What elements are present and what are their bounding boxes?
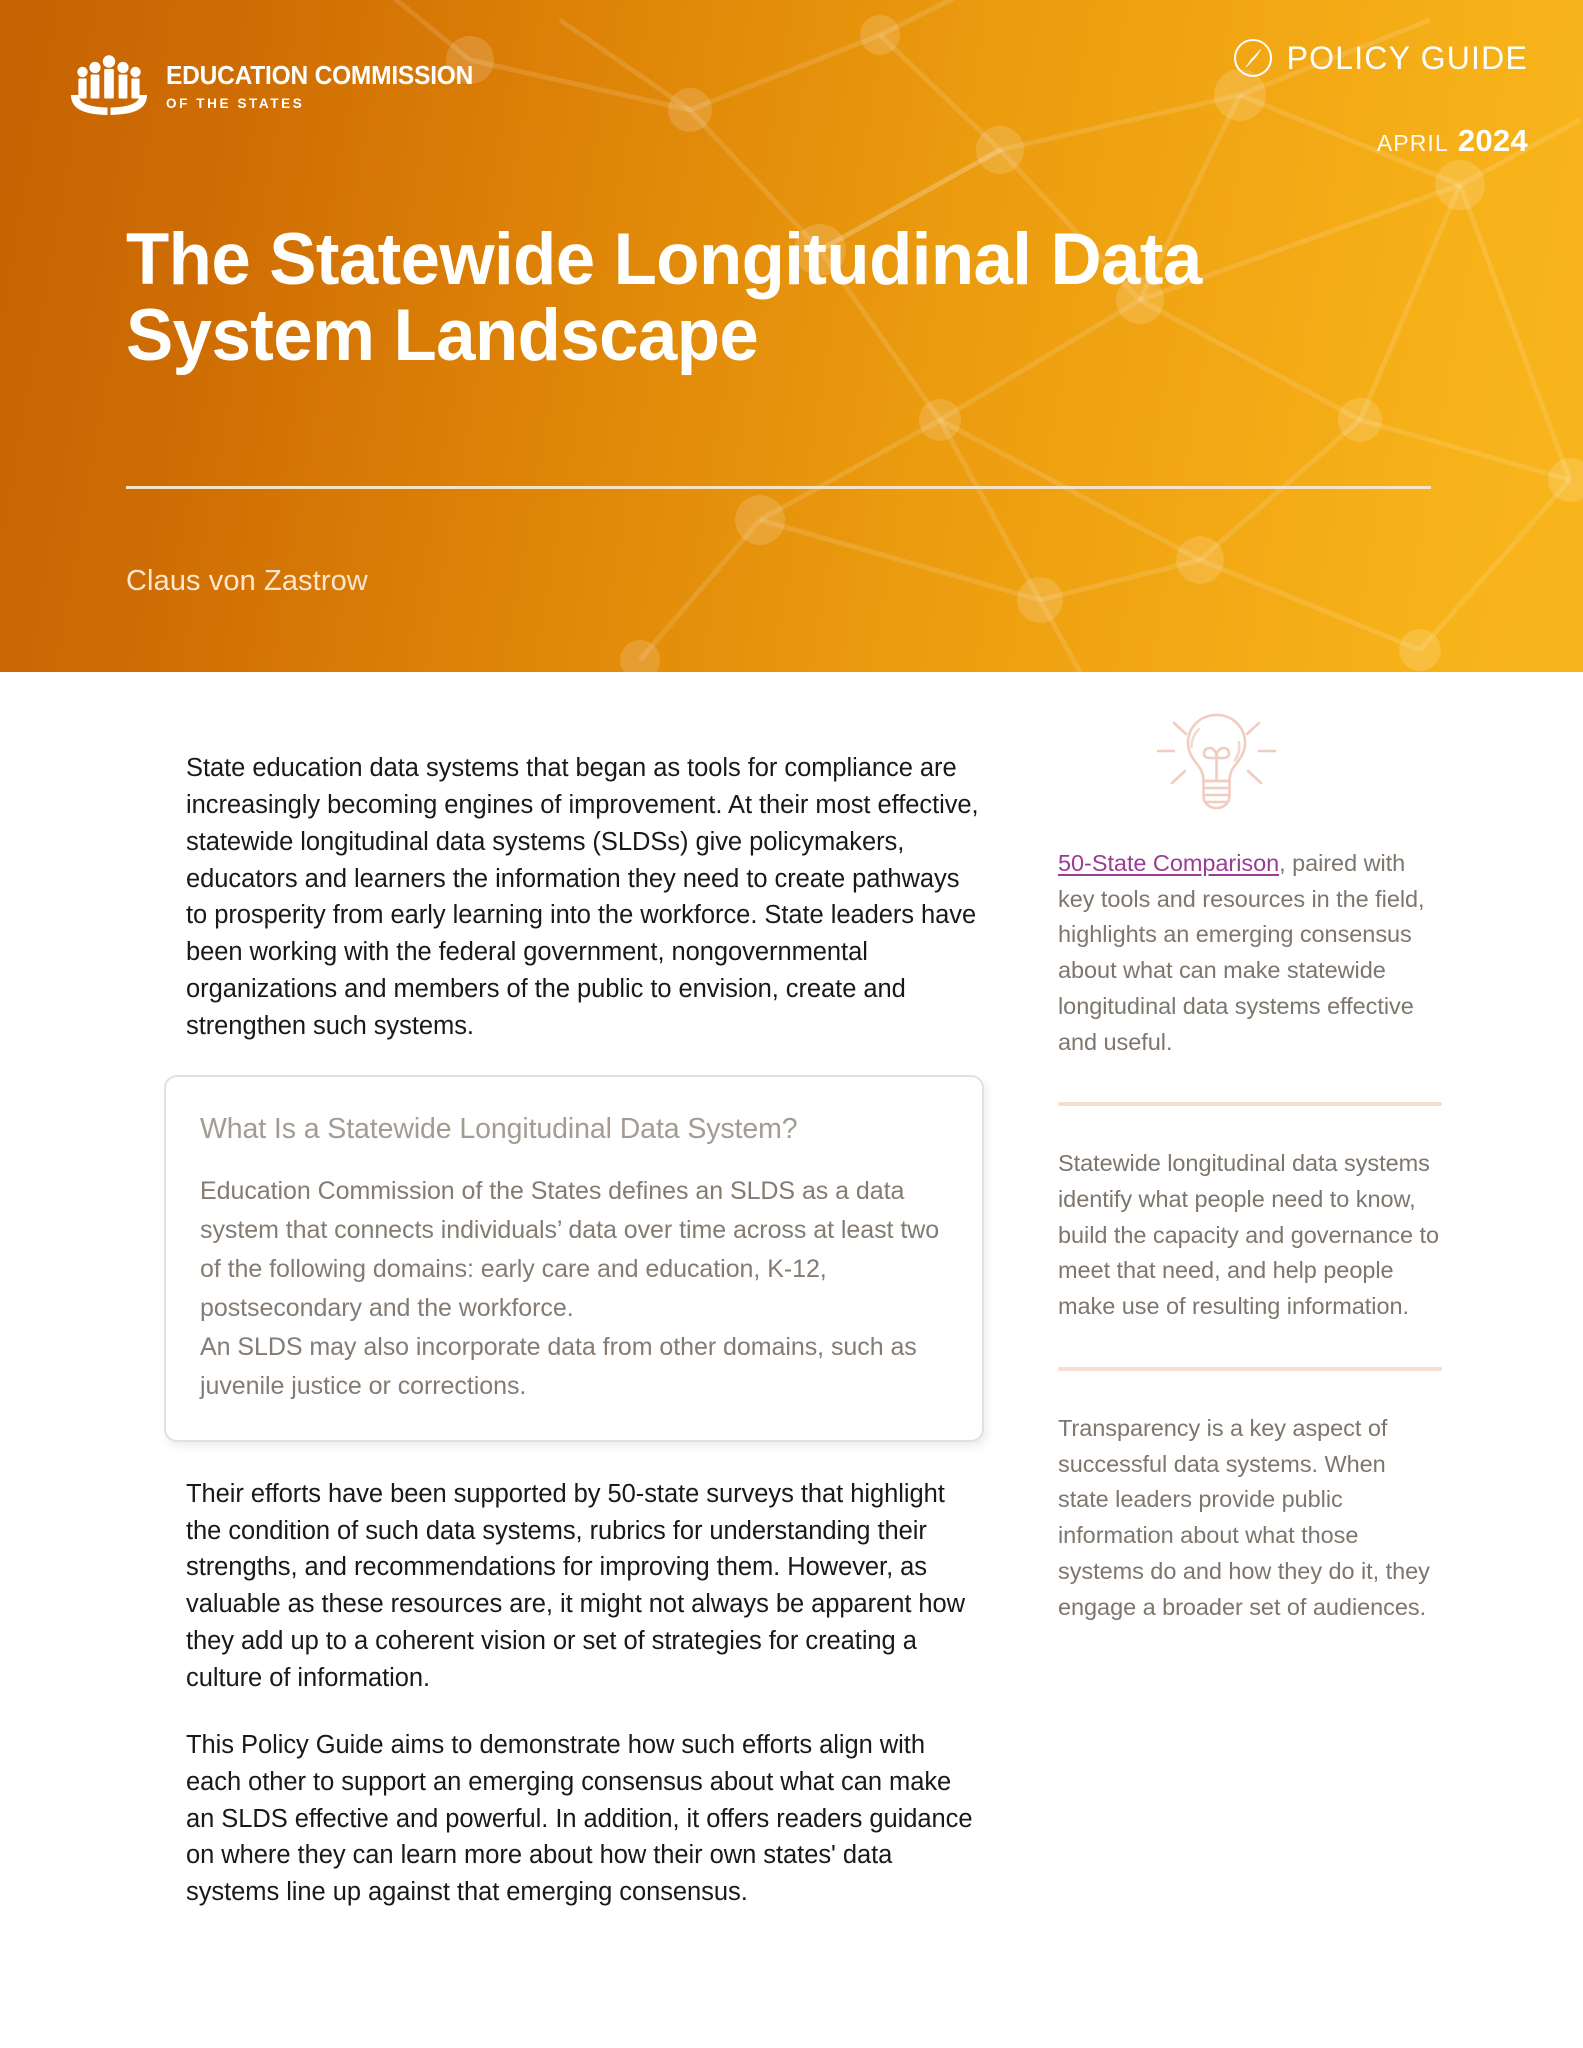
logo-primary-text: EDUCATION COMMISSION [166, 61, 474, 90]
author-name: Claus von Zastrow [126, 565, 368, 597]
sidebar-block-1 [1058, 846, 1442, 1060]
body-paragraph-2: Their efforts have been supported by 50-state surveys that highlight the condition of such data systems, rubrics for understanding their strengths, and recommendations for improving them. However, as valuable as these resources are, it might not always be apparent how they add up to a coherent vision or set of strategies for creating a culture of information. [186, 1479, 966, 1692]
sidebar-block-1-text: , paired with key tools and resources in the field, highlights an emerging consensus about what can make statewide longitudinal data systems effective and useful. [1058, 850, 1425, 1055]
sidebar-separator-1 [1058, 1102, 1442, 1106]
education-commission-people-logo-icon [70, 55, 150, 117]
intro-paragraph: State education data systems that began as tools for compliance are increasingly becoming engines of improvement. At their most effective, statewide longitudinal data systems (SLDSs) give policymakers, educators and learners the information they need to create pathways to prosperity from early learning into the workforce. State leaders have been working with the federal government, nongovernmental organizations and members of the public to envision, create and strengthen such systems. [186, 754, 979, 1040]
main-column [186, 750, 986, 1911]
callout-paragraph-1: Education Commission of the States defines an SLDS as a data system that connects individuals’ data over time across at least two of the following domains: early care and education, K-12, postsecondary and the workforce. [200, 1176, 940, 1322]
publication-year: 2024 [1457, 123, 1528, 158]
callout-heading: What Is a Statewide Longitudinal Data System? [200, 1112, 798, 1145]
sidebar-block-3: Transparency is a key aspect of successful data systems. When state leaders provide public information about what those systems do and how they do it, they engage a broader set of audiences. [1058, 1414, 1430, 1620]
lightbulb-icon [1144, 702, 1289, 820]
definition-callout-box [164, 1075, 984, 1442]
policy-guide-label: POLICY GUIDE [1286, 39, 1528, 76]
policy-guide-badge [1233, 38, 1528, 78]
sidebar-block-2: Statewide longitudinal data systems identify what people need to know, build the capacity and governance to meet that need, and help people make use of resulting information. [1058, 1150, 1439, 1320]
callout-paragraph-2: An SLDS may also incorporate data from other domains, such as juvenile justice or corrections. [200, 1332, 917, 1400]
publication-date [1377, 123, 1528, 159]
hero-banner [0, 0, 1583, 672]
organization-logo [70, 55, 486, 117]
fifty-state-comparison-link[interactable]: 50-State Comparison [1058, 850, 1280, 876]
logo-secondary-text: OF THE STATES [166, 95, 305, 111]
publication-month: APRIL [1376, 130, 1449, 156]
body-paragraph-3: This Policy Guide aims to demonstrate how such efforts align with each other to support an emerging consensus about what can make an SLDS effective and powerful. In addition, it offers readers guidance on where they can learn more about how their own states' data systems line up against that emerging consensus. [186, 1730, 973, 1907]
compass-icon [1233, 38, 1273, 78]
sidebar-column [1058, 702, 1442, 1625]
page-title: The Statewide Longitudinal Data System Landscape [126, 219, 1202, 376]
sidebar-separator-2 [1058, 1367, 1442, 1371]
title-divider [126, 486, 1431, 489]
callout-body [200, 1172, 946, 1406]
